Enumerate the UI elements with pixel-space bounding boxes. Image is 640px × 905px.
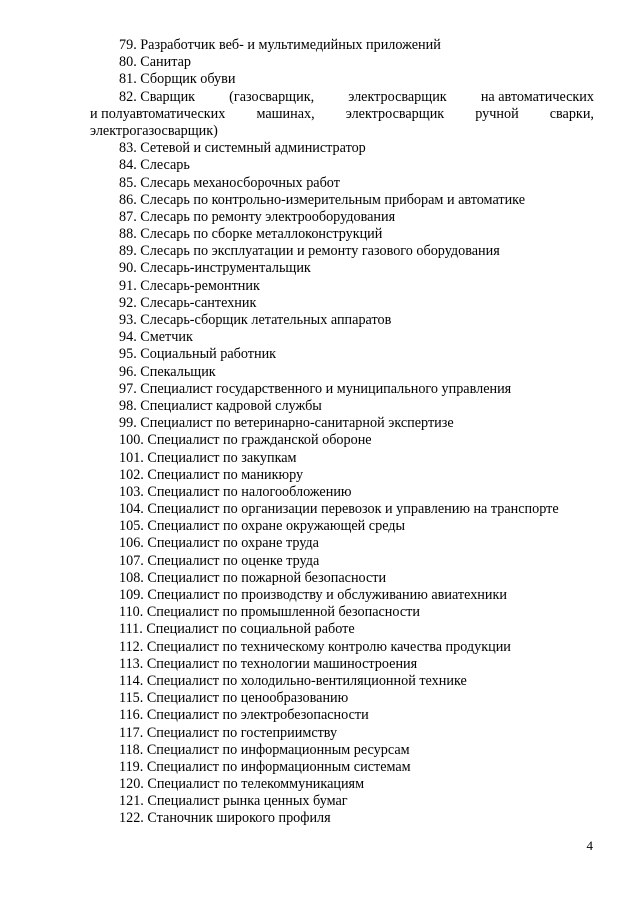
- list-item: 81. Сборщик обуви: [119, 71, 236, 88]
- list-item: 98. Специалист кадровой службы: [119, 397, 322, 414]
- word: и полуавтоматических: [90, 105, 226, 122]
- list-item: 89. Слесарь по эксплуатации и ремонту газового оборудования: [119, 243, 500, 260]
- list-item: 115. Специалист по ценообразованию: [119, 690, 349, 707]
- word: на автоматических: [480, 88, 594, 105]
- list-item: 92. Слесарь-сантехник: [119, 294, 257, 311]
- list-item: 87. Слесарь по ремонту электрооборудования: [119, 208, 396, 225]
- list-item: 111. Специалист по социальной работе: [119, 621, 355, 638]
- list-item: 100. Специалист по гражданской обороне: [119, 432, 372, 449]
- list-item: 107. Специалист по оценке труда: [119, 552, 320, 569]
- list-item: 120. Специалист по телекоммуникациям: [119, 776, 365, 793]
- list-item: 79. Разработчик веб- и мультимедийных приложений: [119, 37, 441, 53]
- list-item: 84. Слесарь: [119, 157, 190, 174]
- list-item: 93. Слесарь-сборщик летательных аппаратов: [119, 312, 392, 328]
- list-item-82-line-3: электрогазосварщик): [90, 122, 218, 139]
- list-item: 96. Спекальщик: [119, 363, 216, 380]
- list-item: 116. Специалист по электробезопасности: [119, 707, 369, 724]
- list-item: 99. Специалист по ветеринарно-санитарной экспертизе: [119, 415, 454, 432]
- word: (газосварщик,: [229, 88, 315, 105]
- list-item: 91. Слесарь-ремонтник: [119, 277, 260, 294]
- profession-list: [90, 37, 594, 828]
- list-item-82-line-2: [90, 106, 594, 123]
- word: ручной: [475, 105, 519, 122]
- word: машинах,: [256, 105, 315, 122]
- list-item: 119. Специалист по информационным системам: [119, 758, 411, 775]
- list-item-82: [90, 89, 594, 141]
- list-item: 83. Сетевой и системный администратор: [119, 140, 366, 157]
- list-item: 117. Специалист по гостеприимству: [119, 724, 338, 741]
- list-item: 109. Специалист по производству и обслуживанию авиатехники: [119, 587, 507, 603]
- list-item: 103. Специалист по налогообложению: [119, 483, 352, 500]
- word: 82. Сварщик: [119, 88, 196, 105]
- list-item: 94. Сметчик: [119, 329, 193, 346]
- list-item: 110. Специалист по промышленной безопасности: [119, 604, 420, 621]
- list-item: 122. Станочник широкого профиля: [119, 810, 331, 827]
- list-item: 88. Слесарь по сборке металлоконструкций: [119, 226, 383, 243]
- list-item: 121. Специалист рынка ценных бумаг: [119, 793, 348, 810]
- list-item: 113. Специалист по технологии машиностроения: [119, 655, 418, 672]
- list-item: 105. Специалист по охране окружающей среды: [119, 518, 406, 535]
- word: электросварщик: [345, 105, 445, 122]
- list-item: 104. Специалист по организации перевозок и управлению на транспорте: [119, 501, 559, 518]
- word: электросварщик: [348, 88, 447, 105]
- list-item: 80. Санитар: [119, 54, 191, 71]
- list-item: 97. Специалист государственного и муниципального управления: [119, 380, 512, 397]
- list-item: 90. Слесарь-инструментальщик: [119, 260, 311, 277]
- list-item: 114. Специалист по холодильно-вентиляционной технике: [119, 672, 467, 689]
- word: сварки,: [549, 105, 594, 122]
- list-item: 118. Специалист по информационным ресурсам: [119, 741, 410, 758]
- list-item: 85. Слесарь механосборочных работ: [119, 174, 340, 191]
- list-item-82-line-1: [90, 89, 594, 106]
- list-item: 108. Специалист по пожарной безопасности: [119, 569, 387, 586]
- list-item: 112. Специалист по техническому контролю качества продукции: [119, 638, 511, 655]
- page-number: 4: [586, 838, 593, 853]
- list-item: 101. Специалист по закупкам: [119, 449, 297, 466]
- list-item: 106. Специалист по охране труда: [119, 535, 319, 552]
- list-item: 95. Социальный работник: [119, 346, 277, 363]
- list-item: 86. Слесарь по контрольно-измерительным приборам и автоматике: [119, 191, 525, 208]
- list-item: 102. Специалист по маникюру: [119, 466, 304, 483]
